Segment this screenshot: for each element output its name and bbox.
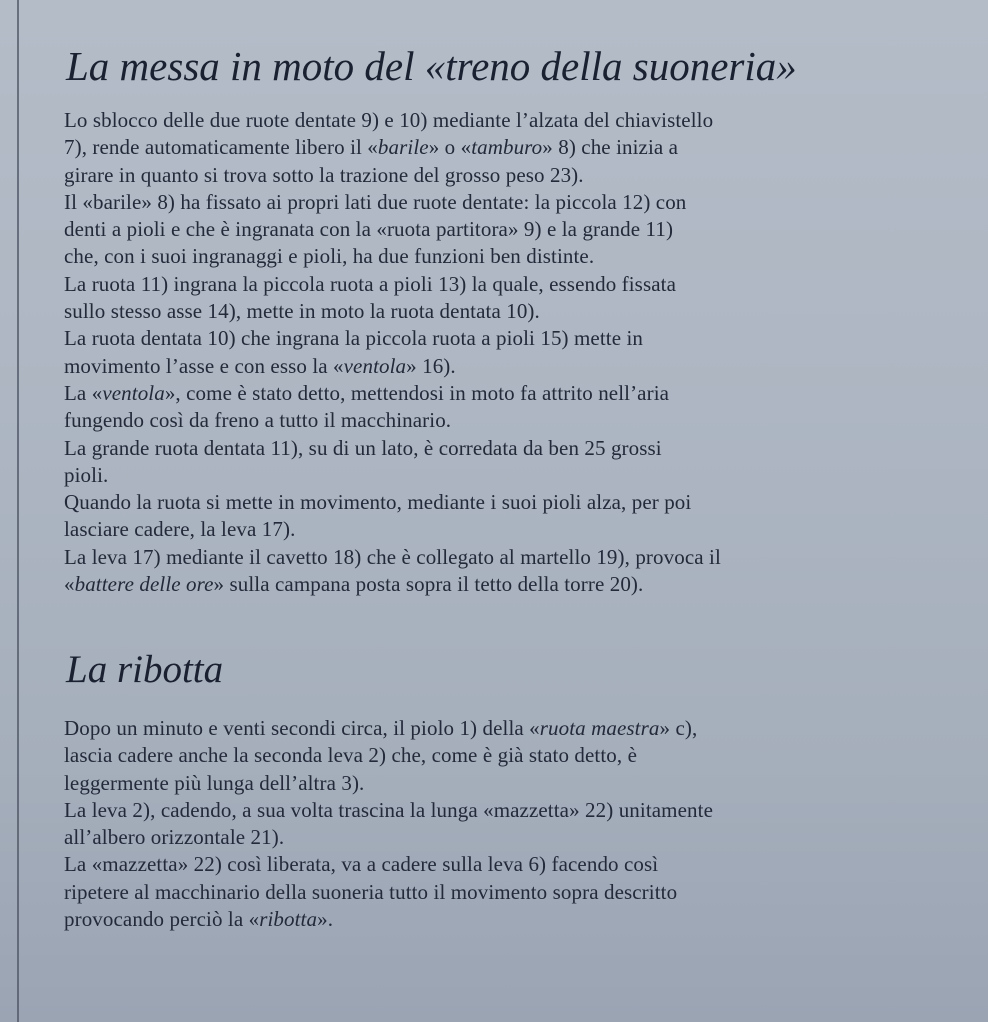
section-body-messa-in-moto (64, 107, 964, 598)
text-line (64, 162, 964, 189)
text-line (64, 134, 964, 161)
text-line (64, 742, 964, 769)
text-segment: » c), (659, 716, 698, 740)
text-line (64, 462, 964, 489)
text-line (64, 571, 964, 598)
text-line (64, 516, 964, 543)
text-segment: », come è stato detto, mettendosi in moto fa attrito nell’aria (164, 380, 670, 405)
text-line (64, 851, 964, 878)
text-segment: denti a pioli e che è ingranata con la «ruota partitora» 9) e la grande 11) (64, 217, 674, 242)
italic-text-segment: ruota maestra (539, 716, 660, 740)
italic-text-segment: barile (377, 135, 429, 160)
text-segment: sullo stesso asse 14), mette in moto la ruota dentata 10). (64, 299, 540, 324)
text-line (64, 298, 964, 325)
text-line (64, 271, 964, 298)
text-segment: ». (317, 907, 334, 932)
text-segment: » 16). (406, 353, 456, 378)
italic-text-segment: ventola (343, 353, 407, 378)
text-segment: La leva 2), cadendo, a sua volta trascina la lunga «mazzetta» 22) unitamente (64, 797, 713, 822)
text-segment: ripetere al macchinario della suoneria tutto il movimento sopra descritto (64, 879, 678, 904)
text-line (64, 544, 964, 571)
text-segment: provocando perciò la « (64, 907, 260, 932)
text-line (64, 797, 964, 824)
text-line (64, 435, 964, 462)
text-segment: La « (64, 380, 103, 405)
section-title-messa-in-moto: La messa in moto del «treno della suoneria» (66, 43, 797, 89)
text-segment: 7), rende automaticamente libero il « (64, 135, 378, 160)
section-title-ribotta: La ribotta (66, 648, 224, 691)
text-segment: Lo sblocco delle due ruote dentate 9) e 10) mediante l’alzata del chiavistello (64, 108, 714, 132)
text-segment: La ruota dentata 10) che ingrana la piccola ruota a pioli 15) mette in (64, 326, 644, 351)
text-segment: La «mazzetta» 22) così liberata, va a cadere sulla leva 6) facendo così (64, 852, 659, 877)
text-segment: » 8) che inizia a (542, 135, 679, 160)
text-line (64, 770, 964, 797)
text-segment: » sulla campana posta sopra il tetto della torre 20). (213, 572, 644, 597)
section-body-ribotta (64, 715, 964, 933)
text-segment: lasciare cadere, la leva 17). (64, 517, 296, 542)
text-line (64, 407, 964, 434)
text-line (64, 325, 964, 352)
text-segment: all’albero orizzontale 21). (64, 825, 285, 850)
left-margin-rule (17, 0, 19, 1022)
text-line (64, 824, 964, 851)
text-segment: lascia cadere anche la seconda leva 2) che, come è già stato detto, è (64, 743, 638, 768)
text-line (64, 715, 964, 742)
italic-text-segment: tamburo (471, 135, 543, 160)
text-segment: Quando la ruota si mette in movimento, mediante i suoi pioli alza, per poi (64, 490, 692, 515)
text-line (64, 189, 964, 216)
text-line (64, 243, 964, 270)
text-line (64, 216, 964, 243)
text-segment: che, con i suoi ingranaggi e pioli, ha due funzioni ben distinte. (64, 244, 595, 269)
text-segment: Il «barile» 8) ha fissato ai propri lati due ruote dentate: la piccola 12) con (64, 189, 687, 214)
text-line (64, 353, 964, 380)
text-line (64, 107, 964, 134)
text-segment: La grande ruota dentata 11), su di un lato, è corredata da ben 25 grossi (64, 435, 662, 460)
text-segment: La leva 17) mediante il cavetto 18) che è collegato al martello 19), provoca il (64, 544, 721, 569)
text-line (64, 906, 964, 933)
text-segment: » o « (428, 135, 472, 160)
text-segment: movimento l’asse e con esso la « (64, 353, 344, 378)
text-segment: Dopo un minuto e venti secondi circa, il piolo 1) della « (64, 716, 540, 740)
text-segment: pioli. (64, 462, 109, 487)
italic-text-segment: ventola (102, 380, 165, 405)
text-segment: La ruota 11) ingrana la piccola ruota a pioli 13) la quale, essendo fissata (64, 271, 676, 296)
text-segment: fungendo così da freno a tutto il macchinario. (64, 408, 452, 433)
text-line (64, 879, 964, 906)
italic-text-segment: ribotta (259, 907, 318, 932)
text-segment: girare in quanto si trova sotto la trazione del grosso peso 23). (64, 162, 584, 187)
text-line (64, 489, 964, 516)
text-segment: « (64, 572, 75, 597)
text-segment: leggermente più lunga dell’altra 3). (64, 770, 365, 795)
italic-text-segment: battere delle ore (74, 572, 214, 597)
text-line (64, 380, 964, 407)
